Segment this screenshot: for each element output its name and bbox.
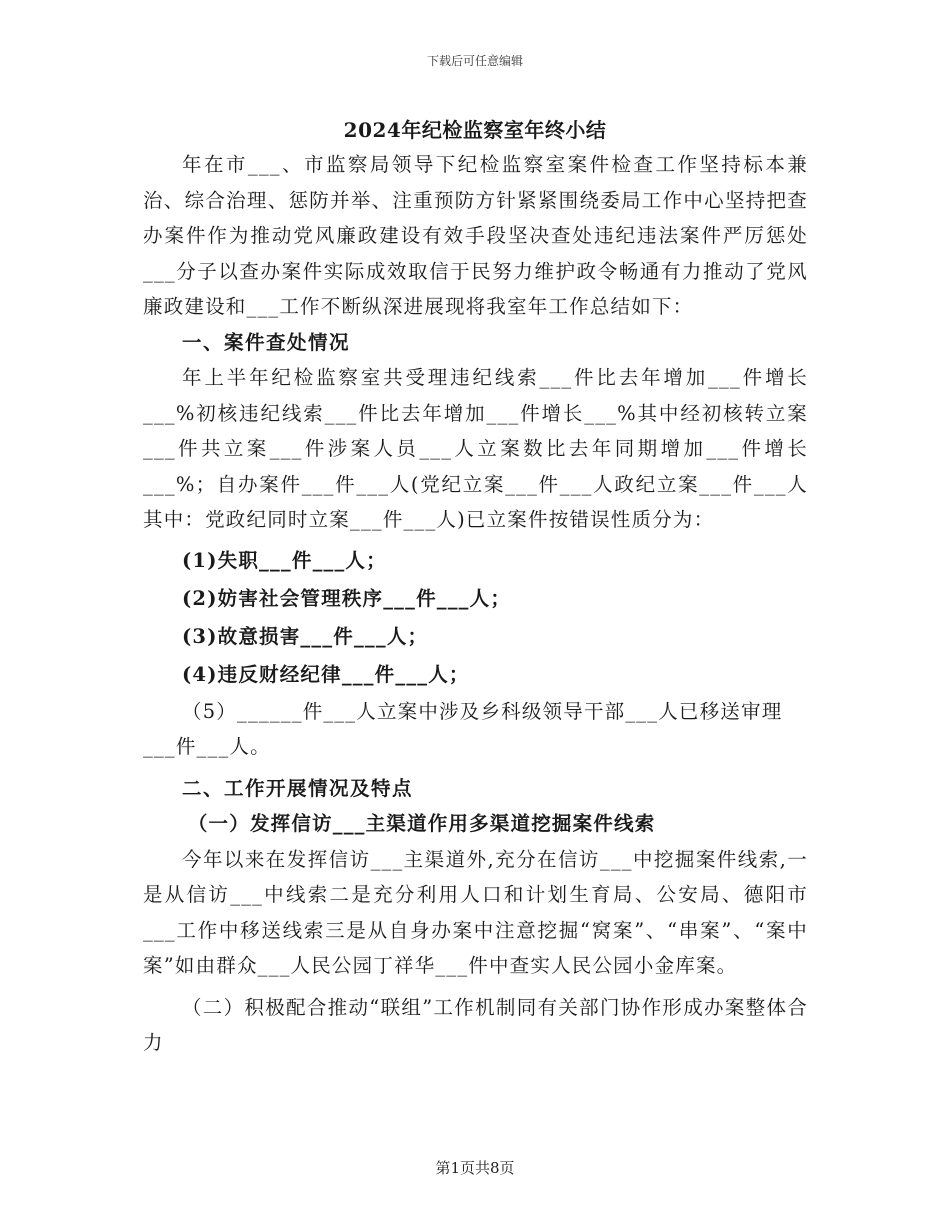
- section-1-paragraph: 年上半年纪检监察室共受理违纪线索___件比去年增加___件增长___%初核违纪线索___件比去年增加___件增长___%其中经初核转立案___件共立案___件涉案人员___人立案数比去年同期增加___件增长___%；自办案件___件___人(党纪立案___件___人政纪立案___件___人其中：党政纪同时立案___件___人)已立案件按错误性质分为：: [143, 366, 808, 531]
- case-item-3: (3)故意损害___件___人；: [182, 624, 429, 648]
- section-1-heading: 一、案件查处情况: [182, 330, 351, 354]
- case-item-4: (4)违反财经纪律___件___人；: [182, 662, 470, 686]
- section-2-sub-1-heading: （一）发挥信访___主渠道作用多渠道挖掘案件线索: [187, 812, 656, 835]
- case-item-5: （5）______件___人立案中涉及乡科级领导干部___人已移送审理___件___人。: [143, 699, 783, 758]
- case-item-1: (1)失职___件___人；: [182, 548, 387, 572]
- page-number-footer: 第1页共8页: [435, 1159, 515, 1177]
- section-2-sub-2-paragraph: （二）积极配合推动“联组”工作机制同有关部门协作形成办案整体合力: [143, 995, 808, 1054]
- document-body: [143, 147, 808, 1061]
- section-2-heading: 二、工作开展情况及特点: [182, 776, 414, 800]
- case-item-2: (2)妨害社会管理秩序___件___人；: [182, 586, 512, 610]
- section-2-sub-1-paragraph: 今年以来在发挥信访___主渠道外,充分在信访___中挖掘案件线索,一是从信访___中线索二是充分利用人口和计划生育局、公安局、德阳市___工作中移送线索三是从自身办案中注意挖掘“窝案”、“串案”、“案中案”如由群众___人民公园丁祥华___件中查实人民公园小金库案。: [143, 847, 808, 977]
- page-header-note: 下载后可任意编辑: [426, 54, 523, 68]
- document-title: 2024年纪检监察室年终小结: [343, 118, 607, 142]
- intro-paragraph: 年在市___、市监察局领导下纪检监察室案件检查工作坚持标本兼治、综合治理、惩防并举、注重预防方针紧紧围绕委局工作中心坚持把查办案件作为推动党风廉政建设有效手段坚决查处违纪违法案件严厉惩处___分子以查办案件实际成效取信于民努力维护政令畅通有力推动了党风廉政建设和___工作不断纵深进展现将我室年工作总结如下：: [143, 153, 808, 318]
